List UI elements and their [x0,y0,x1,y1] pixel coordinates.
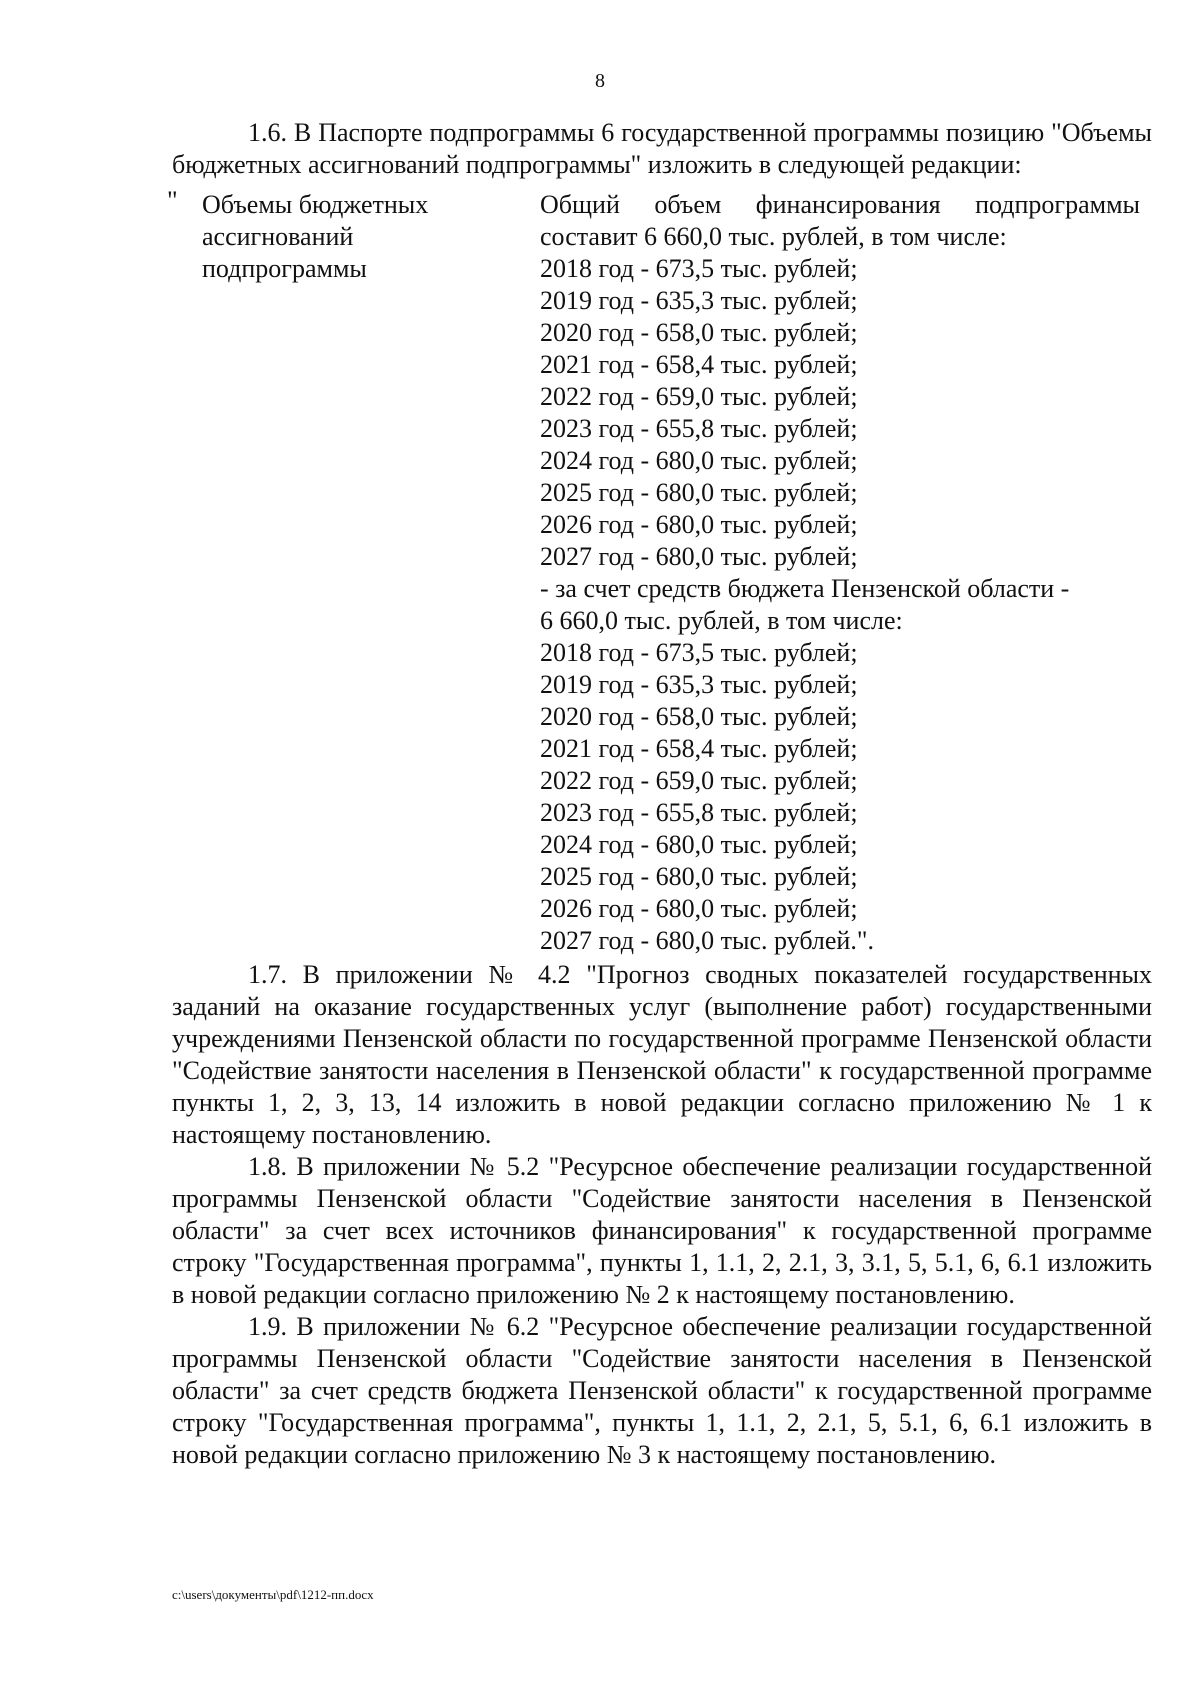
passport-value-line: 2018 год - 673,5 тыс. рублей; [540,638,858,667]
passport-value-line: - за счет средств бюджета Пензенской области - [540,574,1070,603]
paragraph-1-7: 1.7. В приложении № 4.2 "Прогноз сводных показателей государственных заданий на оказание государственных услуг (выполнение работ) государственными учреждениями Пензенской области по государственной программе Пензенской области "Содействие занятости населения в Пензенской области" к государственной программе пункты 1, 2, 3, 13, 14 изложить в новой редакции согласно приложению № 1 к настоящему постановлению. [172,960,1152,1149]
passport-value-line: 6 660,0 тыс. рублей, в том числе: [540,606,903,635]
passport-value-line: 2021 год - 658,4 тыс. рублей; [540,350,858,379]
passport-label-column [202,189,522,285]
file-path-footer: c:\users\документы\pdf\1212-пп.docx [172,1587,374,1602]
paragraph-1-6: 1.6. В Паспорте подпрограммы 6 государственной программы позицию "Объемы бюджетных ассигнований подпрограммы" изложить в следующей редакции: [172,118,1152,179]
passport-value-line: 2026 год - 680,0 тыс. рублей; [540,894,858,923]
passport-value-line: 2025 год - 680,0 тыс. рублей; [540,478,858,507]
passport-value-line: 2023 год - 655,8 тыс. рублей; [540,414,858,443]
paragraph-1-9: 1.9. В приложении № 6.2 "Ресурсное обеспечение реализации государственной программы Пензенской области "Содействие занятости населения в Пензенской области" за счет средств бюджета Пензенской области" к государственной программе строку "Государственная программа", пункты 1, 1.1, 2, 2.1, 5, 5.1, 6, 6.1 изложить в новой редакции согласно приложению № 3 к настоящему постановлению. [172,1312,1152,1469]
passport-position-block [167,186,1152,959]
passport-value-line: 2026 год - 680,0 тыс. рублей; [540,510,858,539]
passport-value-line: 2024 год - 680,0 тыс. рублей; [540,446,858,475]
document-body [167,117,1152,1471]
passport-value-line: Общий объем финансирования подпрограммы [540,190,1140,219]
passport-value-line: 2022 год - 659,0 тыс. рублей; [540,382,858,411]
passport-value-line: 2021 год - 658,4 тыс. рублей; [540,734,858,763]
opening-quote: " [167,186,178,215]
passport-value-line: 2020 год - 658,0 тыс. рублей; [540,702,858,731]
passport-value-line: 2019 год - 635,3 тыс. рублей; [540,670,858,699]
passport-label-line: Объемы бюджетных [202,190,429,219]
passport-value-line: 2025 год - 680,0 тыс. рублей; [540,862,858,891]
passport-value-line: 2024 год - 680,0 тыс. рублей; [540,830,858,859]
page-number: 8 [595,70,605,92]
passport-value-line: 2018 год - 673,5 тыс. рублей; [540,254,858,283]
passport-value-column [540,189,1140,957]
passport-value-line: 2022 год - 659,0 тыс. рублей; [540,766,858,795]
passport-label-line: подпрограммы [202,254,367,283]
passport-value-line: составит 6 660,0 тыс. рублей, в том числе: [540,222,1007,251]
passport-value-line: 2027 год - 680,0 тыс. рублей; [540,542,858,571]
passport-value-line: 2019 год - 635,3 тыс. рублей; [540,286,858,315]
passport-label-line: ассигнований [202,222,354,251]
passport-value-line: 2020 год - 658,0 тыс. рублей; [540,318,858,347]
passport-value-line: 2023 год - 655,8 тыс. рублей; [540,798,858,827]
paragraph-1-8: 1.8. В приложении № 5.2 "Ресурсное обеспечение реализации государственной программы Пензенской области "Содействие занятости населения в Пензенской области" за счет всех источников финансирования" к государственной программе строку "Государственная программа", пункты 1, 1.1, 2, 2.1, 3, 3.1, 5, 5.1, 6, 6.1 изложить в новой редакции согласно приложению № 2 к настоящему постановлению. [172,1152,1152,1309]
passport-value-line: 2027 год - 680,0 тыс. рублей.". [540,926,874,955]
